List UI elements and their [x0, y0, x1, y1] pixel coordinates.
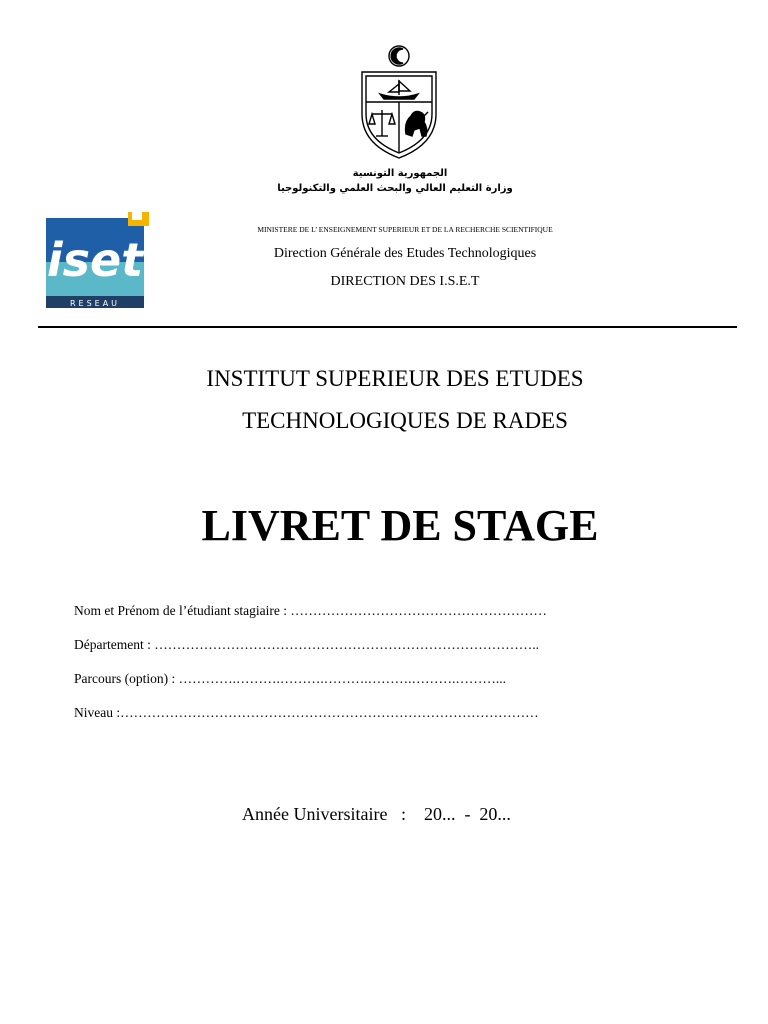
tunisia-coat-of-arms: [356, 44, 442, 162]
arabic-republic-title: الجمهورية التونسية: [352, 168, 448, 179]
department-field[interactable]: Département : …………………………………………………………………………..: [74, 637, 539, 652]
ministry-name: MINISTERE DE L’ ENSEIGNEMENT SUPERIEUR ET DE LA RECHERCHE SCIENTIFIQUE: [257, 225, 553, 234]
level-field[interactable]: Niveau :…………………………………………………………………………………: [74, 705, 539, 720]
logo-subtext: RESEAU: [69, 299, 121, 308]
track-option-field[interactable]: Parcours (option) : ………….……….……….……….……….……….………...: [74, 671, 506, 686]
direction-iset: DIRECTION DES I.S.E.T: [330, 274, 480, 289]
logo-wordmark: iset: [46, 233, 144, 287]
document-title: LIVRET DE STAGE: [201, 501, 599, 550]
header-divider: [38, 326, 737, 328]
direction-generale: Direction Générale des Etudes Technologiques: [273, 246, 537, 261]
institute-name-line1: INSTITUT SUPERIEUR DES ETUDES: [206, 366, 584, 391]
arabic-ministry-title: وزارة التعليم العالي والبحث العلمي والتكنولوجيا: [277, 183, 513, 194]
iset-reseau-logo: [46, 212, 149, 309]
student-name-field[interactable]: Nom et Prénom de l’étudiant stagiaire : …………………………………………………: [74, 603, 547, 618]
academic-year[interactable]: Année Universitaire : 20... - 20...: [242, 804, 511, 824]
institute-name-line2: TECHNOLOGIQUES DE RADES: [242, 408, 568, 433]
